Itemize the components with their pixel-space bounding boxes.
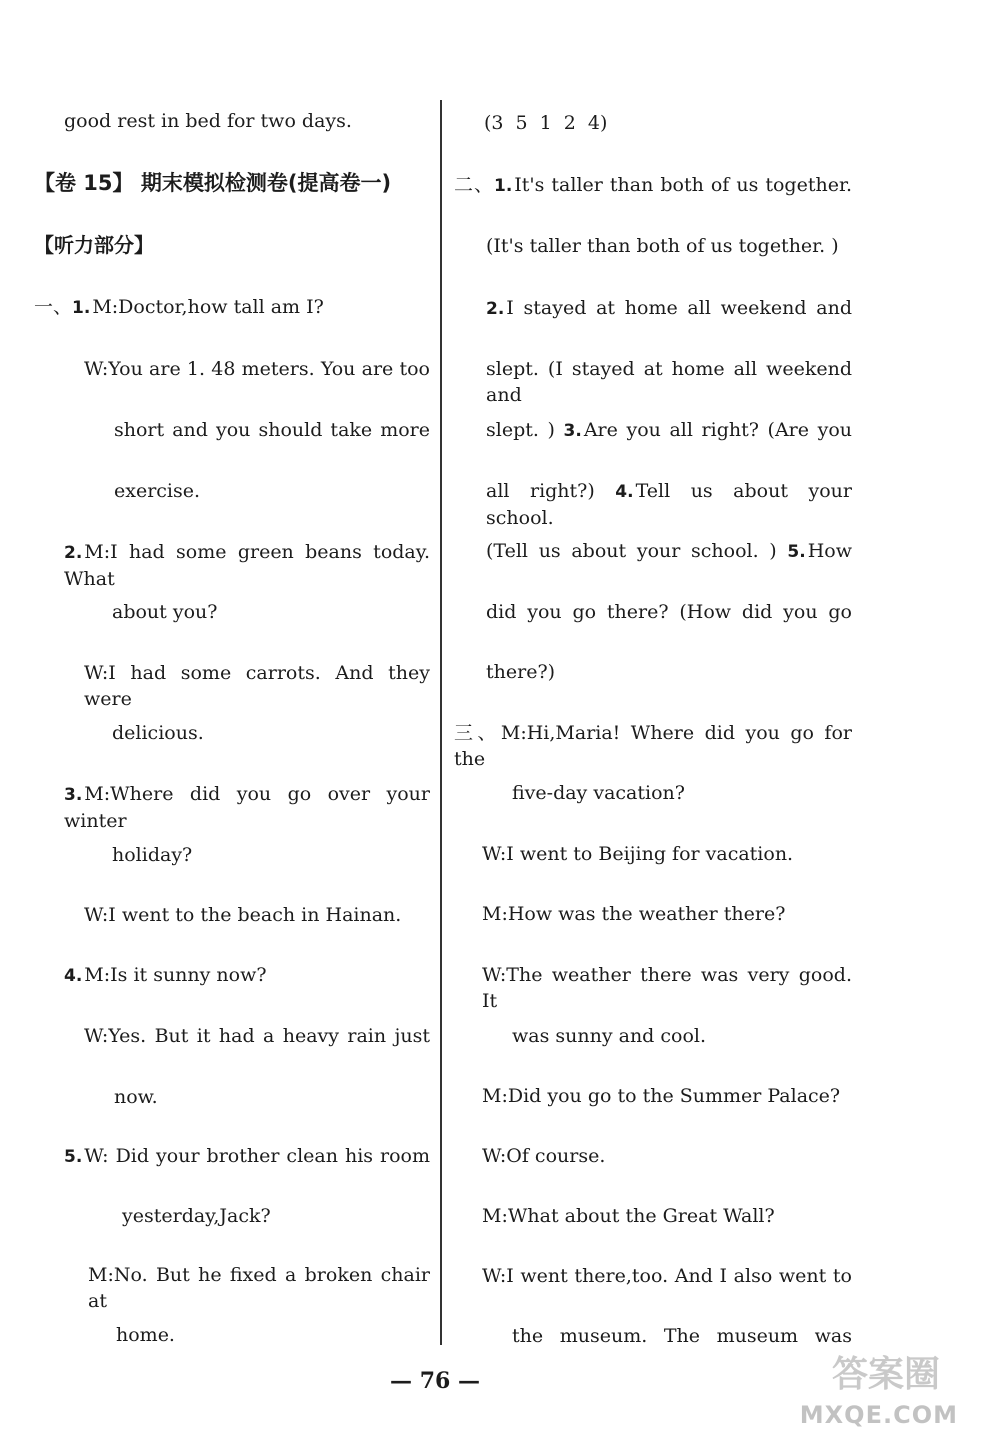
question-1 bbox=[34, 294, 324, 321]
text-line: holiday? bbox=[112, 844, 193, 866]
watermark-top-text: 答案圈 bbox=[831, 1354, 940, 1395]
text-line: home. bbox=[116, 1324, 175, 1346]
question-number: 5. bbox=[787, 542, 806, 562]
text-line: there?) bbox=[486, 661, 556, 683]
text-line: slept. ) bbox=[486, 419, 555, 441]
text-line: slept. (I stayed at home all weekend and bbox=[486, 358, 852, 406]
answer-order: (3 5 1 2 4) bbox=[484, 112, 608, 134]
text-line: (It's taller than both of us together. ) bbox=[486, 235, 839, 257]
column-divider bbox=[440, 100, 442, 1345]
question-5 bbox=[64, 1143, 430, 1170]
question-number: 4. bbox=[64, 966, 83, 986]
section-title: 【卷 15】 期末模拟检测卷(提高卷一) bbox=[34, 171, 392, 195]
text-line: M:What about the Great Wall? bbox=[482, 1205, 775, 1227]
text-line: yesterday,Jack? bbox=[122, 1205, 271, 1227]
question-3 bbox=[64, 781, 430, 834]
text-line: exercise. bbox=[114, 480, 201, 502]
text-line: W:Yes. But it had a heavy rain just bbox=[84, 1025, 430, 1047]
text-line: delicious. bbox=[112, 722, 204, 744]
question-number: 2. bbox=[64, 543, 83, 563]
text-line: W:You are 1. 48 meters. You are too bbox=[84, 358, 430, 380]
text-line: good rest in bed for two days. bbox=[64, 110, 352, 132]
text-line: (Tell us about your school. ) bbox=[486, 540, 777, 562]
text-line: M:Is it sunny now? bbox=[84, 964, 267, 986]
subsection-title: 【听力部分】 bbox=[34, 233, 154, 257]
section-2-question-3 bbox=[486, 417, 852, 444]
text-line: W:I went to the beach in Hainan. bbox=[84, 904, 402, 926]
question-number: 2. bbox=[486, 299, 505, 319]
question-number: 3. bbox=[64, 785, 83, 805]
text-line: M:How was the weather there? bbox=[482, 903, 786, 925]
text-line: W:I went to Beijing for vacation. bbox=[482, 843, 794, 865]
question-number: 4. bbox=[615, 482, 634, 502]
question-number: 5. bbox=[64, 1147, 83, 1167]
text-line: It's taller than both of us together. bbox=[514, 174, 852, 196]
question-2 bbox=[64, 539, 430, 592]
text-line: now. bbox=[114, 1086, 158, 1108]
section-2-question-4 bbox=[486, 478, 852, 531]
text-line: was sunny and cool. bbox=[512, 1025, 707, 1047]
section-2-question-2 bbox=[486, 295, 852, 322]
text-line: W: Did your brother clean his room bbox=[84, 1145, 430, 1167]
text-line: W:The weather there was very good. It bbox=[482, 964, 852, 1012]
text-line: How bbox=[807, 540, 852, 562]
text-line: I stayed at home all weekend and bbox=[506, 297, 852, 319]
section-2-question-1 bbox=[454, 172, 852, 199]
question-number: 3. bbox=[563, 421, 582, 441]
text-line: W:I had some carrots. And they were bbox=[84, 662, 430, 710]
section-prefix: 一、 bbox=[34, 296, 73, 318]
text-line: M:I had some green beans today. What bbox=[64, 541, 430, 590]
section-3-dialog bbox=[454, 720, 852, 772]
text-line: M:Doctor,how tall am I? bbox=[92, 296, 324, 318]
watermark-logo bbox=[799, 1354, 980, 1437]
section-prefix: 三、 bbox=[454, 722, 501, 744]
watermark-bottom-text: MXQE.COM bbox=[799, 1401, 958, 1429]
text-line: M:Where did you go over your winter bbox=[64, 783, 430, 832]
text-line: M:Hi,Maria! Where did you go for the bbox=[454, 722, 852, 770]
text-line: M:Did you go to the Summer Palace? bbox=[482, 1085, 841, 1107]
text-line: the museum. The museum was bbox=[512, 1325, 852, 1347]
text-line: Are you all right? (Are you bbox=[583, 419, 852, 441]
question-number: 1. bbox=[72, 298, 91, 318]
text-line: all right?) bbox=[486, 480, 595, 502]
page-number: — 76 — bbox=[390, 1368, 480, 1394]
question-4 bbox=[64, 962, 267, 989]
section-prefix: 二、 bbox=[454, 174, 494, 196]
question-number: 1. bbox=[493, 176, 513, 196]
text-line: five-day vacation? bbox=[512, 782, 685, 804]
text-line: did you go there? (How did you go bbox=[486, 601, 852, 623]
text-line: W:I went there,too. And I also went to bbox=[482, 1265, 852, 1287]
text-line: W:Of course. bbox=[482, 1145, 606, 1167]
text-line: short and you should take more bbox=[114, 419, 430, 441]
section-2-question-5 bbox=[486, 538, 852, 565]
text-line: M:No. But he fixed a broken chair at bbox=[88, 1264, 430, 1312]
text-line: Tell us about your school. bbox=[486, 480, 852, 529]
text-line: about you? bbox=[112, 601, 218, 623]
